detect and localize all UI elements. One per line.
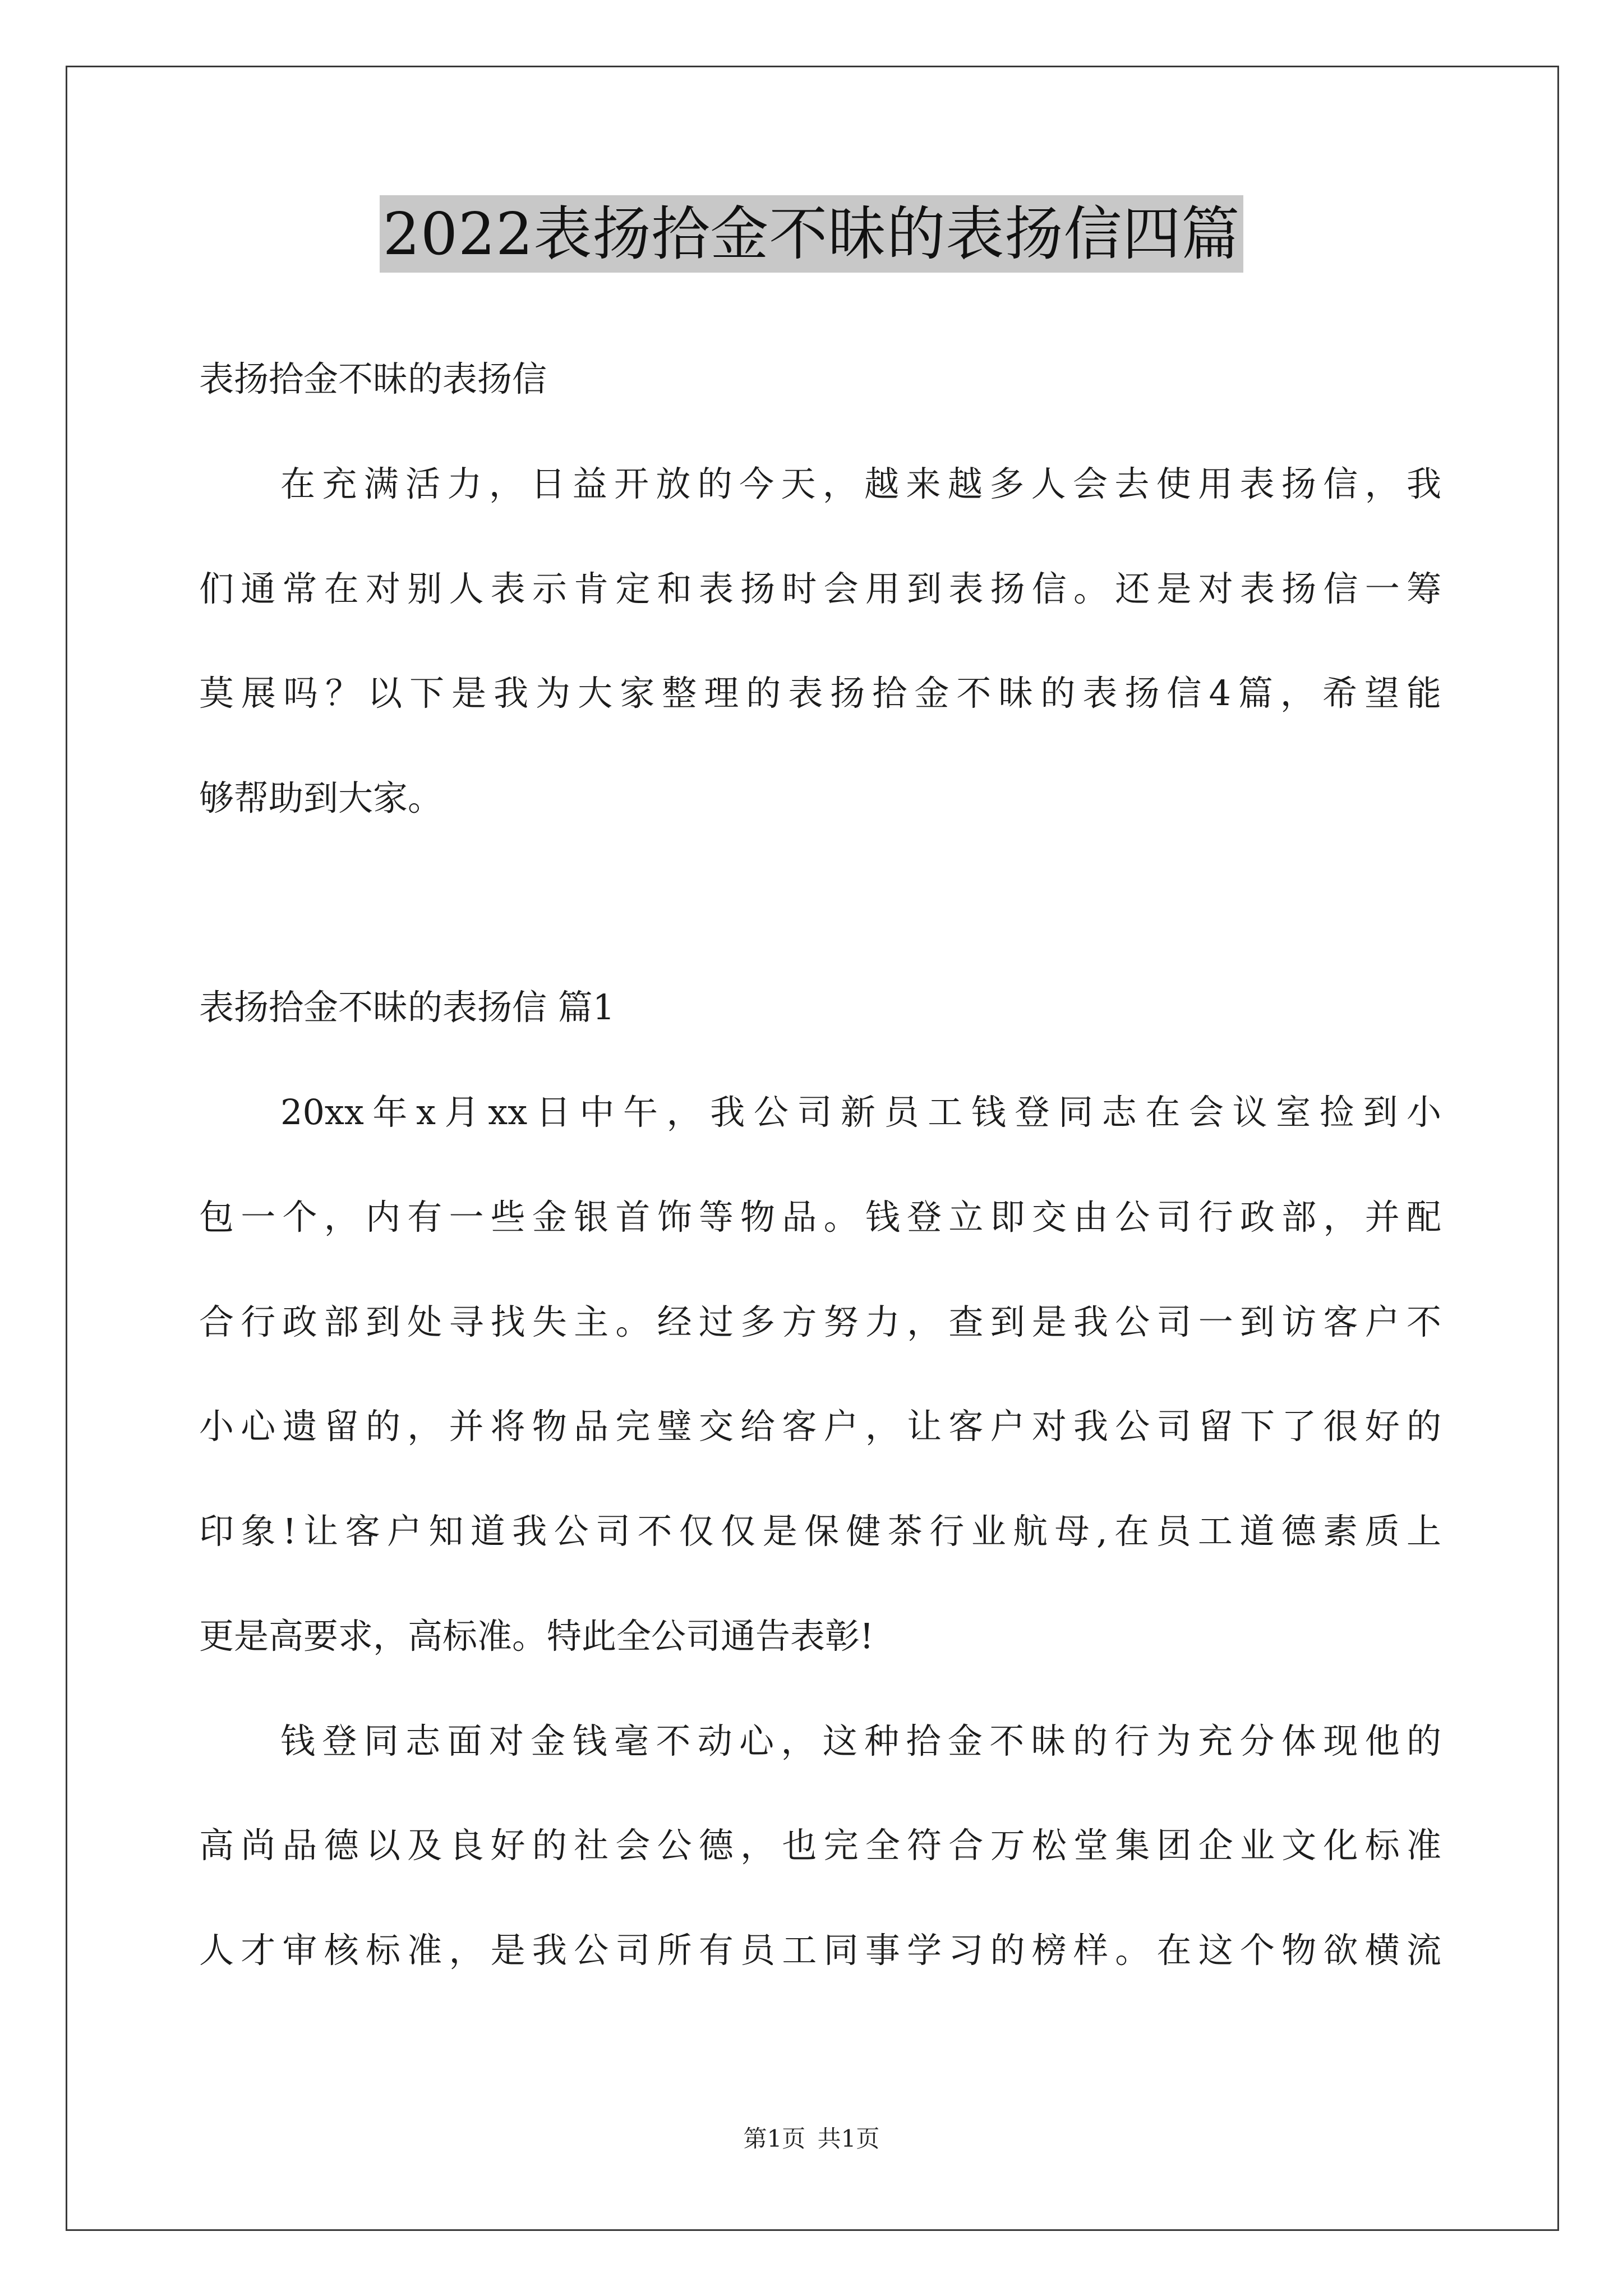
section1-p1-line-6: 更是高要求，高标准。特此全公司通告表彰!	[199, 1616, 874, 1657]
intro-line-1: 在充满活力，日益开放的今天，越来越多人会去使用表扬信，我	[280, 463, 1441, 504]
section1-p1-line-4: 小心遗留的，并将物品完璧交给客户，让客户对我公司留下了很好的	[199, 1406, 1441, 1447]
intro-heading: 表扬拾金不昧的表扬信	[199, 358, 547, 399]
title-container	[0, 195, 1623, 273]
total-pages-label: 共1页	[817, 2125, 880, 2152]
section1-p2-line-1: 钱登同志面对金钱毫不动心，这种拾金不昧的行为充分体现他的	[280, 1720, 1441, 1761]
section1-p1-line-1: 20xx年x月xx日中午，我公司新员工钱登同志在会议室捡到小	[280, 1092, 1441, 1133]
current-page-label: 第1页	[743, 2125, 806, 2152]
section1-p1-line-5: 印象!让客户知道我公司不仅仅是保健茶行业航母,在员工道德素质上	[199, 1511, 1441, 1552]
document-title: 2022表扬拾金不昧的表扬信四篇	[380, 195, 1244, 273]
section1-p2-line-2: 高尚品德以及良好的社会公德，也完全符合万松堂集团企业文化标准	[199, 1825, 1441, 1866]
section1-p1-line-3: 合行政部到处寻找失主。经过多方努力，查到是我公司一到访客户不	[199, 1301, 1441, 1342]
section1-p2-line-3: 人才审核标准，是我公司所有员工同事学习的榜样。在这个物欲横流	[199, 1930, 1441, 1971]
section1-p1-line-2: 包一个，内有一些金银首饰等物品。钱登立即交由公司行政部，并配	[199, 1197, 1441, 1237]
intro-line-2: 们通常在对别人表示肯定和表扬时会用到表扬信。还是对表扬信一筹	[199, 568, 1441, 609]
section1-heading: 表扬拾金不昧的表扬信 篇1	[199, 987, 615, 1028]
intro-line-3: 莫展吗？以下是我为大家整理的表扬拾金不昧的表扬信4篇，希望能	[199, 673, 1441, 714]
intro-line-4: 够帮助到大家。	[199, 777, 443, 818]
page-footer	[0, 2123, 1623, 2155]
